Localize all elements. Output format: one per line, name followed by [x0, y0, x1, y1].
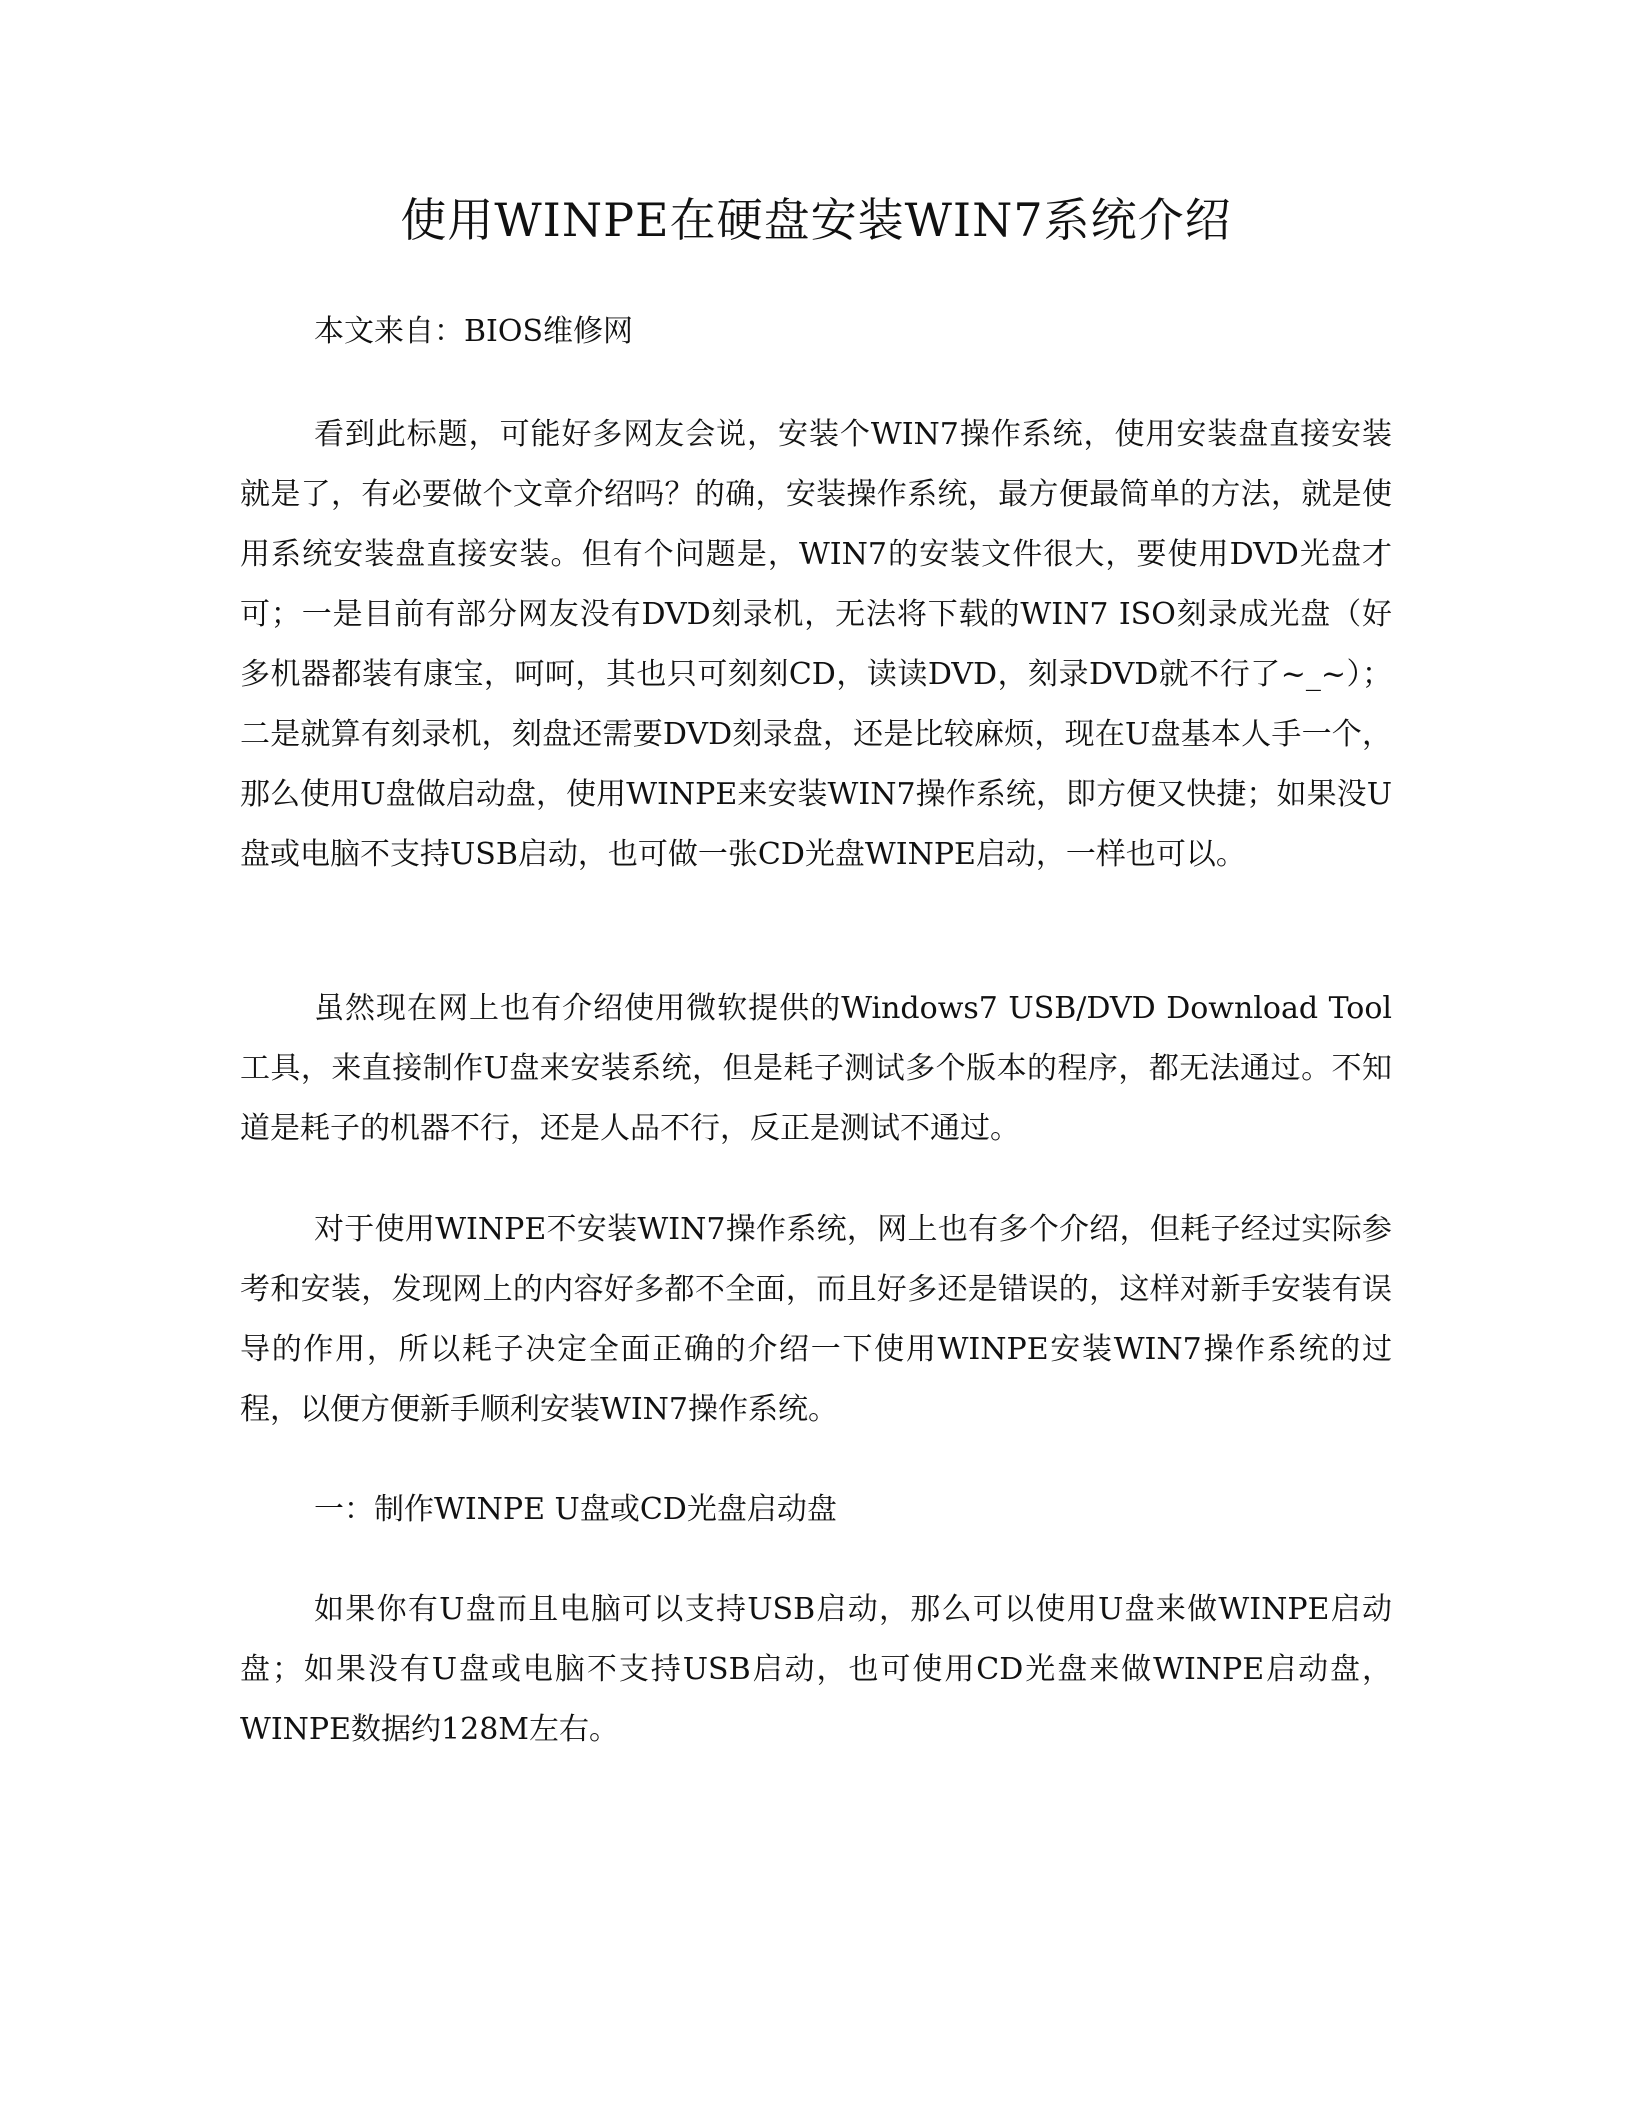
document-title: 使用WINPE在硬盘安装WIN7系统介绍 [400, 193, 1232, 247]
purpose-paragraph: 对于使用WINPE不安装WIN7操作系统，网上也有多个介绍，但耗子经过实际参考和安装，发现网上的内容好多都不全面，而且好多还是错误的，这样对新手安装有误导的作用，所以耗子决定全面正确的介绍一下使用WINPE安装WIN7操作系统的过程，以便方便新手顺利安装WIN7操作系统。 [240, 1212, 1392, 1427]
section-heading-step1: 一：制作WINPE U盘或CD光盘启动盘 [314, 1492, 837, 1527]
tool-paragraph: 虽然现在网上也有介绍使用微软提供的Windows7 USB/DVD Download Tool工具，来直接制作U盘来安装系统，但是耗子测试多个版本的程序，都无法通过。不知道是耗子的机器不行，还是人品不行，反正是测试不通过。 [240, 991, 1392, 1146]
intro-paragraph: 看到此标题，可能好多网友会说，安装个WIN7操作系统，使用安装盘直接安装就是了，有必要做个文章介绍吗？的确，安装操作系统，最方便最简单的方法，就是使用系统安装盘直接安装。但有个问题是，WIN7的安装文件很大，要使用DVD光盘才可；一是目前有部分网友没有DVD刻录机，无法将下载的WIN7 ISO刻录成光盘（好多机器都装有康宝，呵呵，其也只可刻刻CD，读读DVD，刻录DVD就不行了~_~）；二是就算有刻录机，刻盘还需要DVD刻录盘，还是比较麻烦，现在U盘基本人手一个，那么使用U盘做启动盘，使用WINPE来安装WIN7操作系统，即方便又快捷；如果没U盘或电脑不支持USB启动，也可做一张CD光盘WINPE启动，一样也可以。 [240, 417, 1392, 872]
usb-paragraph: 如果你有U盘而且电脑可以支持USB启动，那么可以使用U盘来做WINPE启动盘；如果没有U盘或电脑不支持USB启动，也可使用CD光盘来做WINPE启动盘，WINPE数据约128M左右。 [240, 1592, 1392, 1747]
source-line: 本文来自：BIOS维修网 [314, 314, 634, 349]
